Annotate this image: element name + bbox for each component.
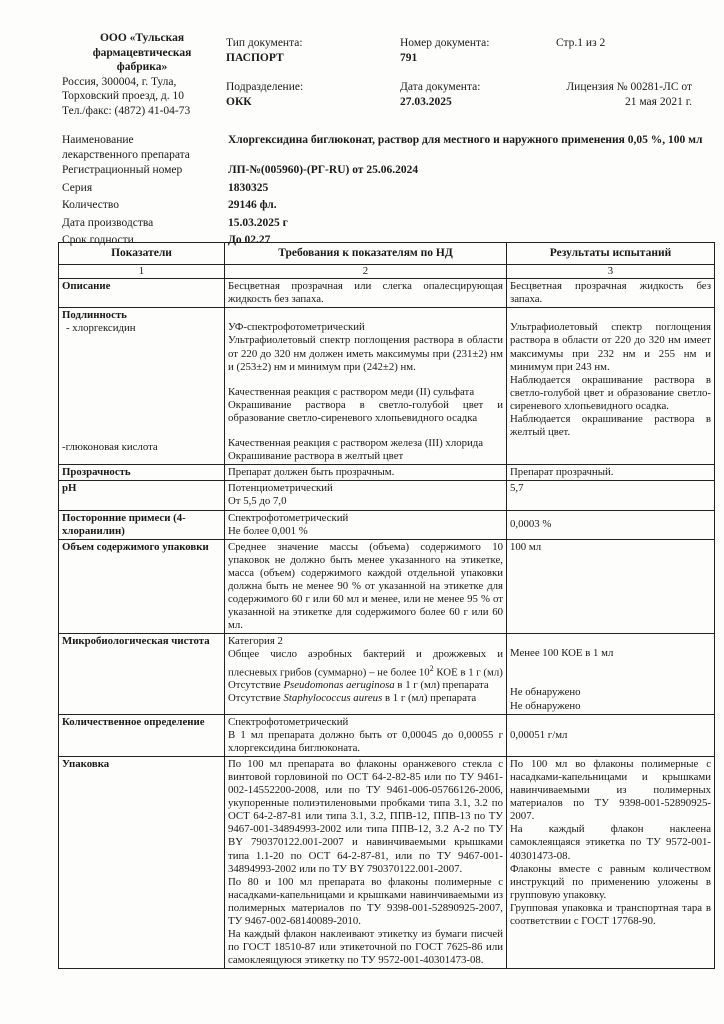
company-address-2: Торховский проезд, д. 10 bbox=[62, 90, 185, 102]
identity-sub-gluconic: -глюконовая кислота bbox=[62, 440, 158, 453]
license-line-1: Лицензия № 00281-ЛС от bbox=[566, 81, 692, 93]
identity-req-copper-result: Окрашивание раствора в светло-голубой цвет и образование светло-сиреневого хлопьевидного осадка bbox=[228, 398, 503, 424]
description-req: Бесцветная прозрачная или слегка опалесцирующая жидкость без запаха. bbox=[225, 279, 507, 308]
results-table bbox=[58, 242, 715, 969]
row-identity bbox=[59, 308, 715, 465]
clarity-res: Препарат прозрачный. bbox=[507, 465, 715, 481]
doc-number-block bbox=[400, 36, 489, 65]
micro-res-staphylococcus: Не обнаружено bbox=[510, 699, 581, 712]
company-phone: Тел./факс: (4872) 41-04-73 bbox=[62, 104, 191, 117]
reg-value: ЛП-№(005960)-(РГ-RU) от 25.06.2024 bbox=[228, 164, 419, 176]
description-res: Бесцветная прозрачная жидкость без запаха. bbox=[507, 279, 715, 308]
packaging-name: Упаковка bbox=[59, 756, 225, 969]
series-value: 1830325 bbox=[228, 181, 269, 194]
micro-req-staphylococcus: Отсутствие Staphylococcus aureus в 1 г (мл) препарата bbox=[228, 692, 477, 705]
micro-req-count: Общее число аэробных бактерий и дрожжевых и плесневых грибов (суммарно) – не более $10^2$ КОЕ в 1 г (мл) bbox=[228, 648, 503, 679]
prod-date-value: 15.03.2025 г bbox=[228, 216, 288, 229]
division-value: ОКК bbox=[226, 95, 252, 108]
ph-name: pH bbox=[59, 481, 225, 510]
header-results: Результаты испытаний bbox=[507, 243, 715, 265]
row-quant bbox=[59, 714, 715, 756]
volume-res: 100 мл bbox=[507, 539, 715, 634]
identity-res-iron: Наблюдается окрашивание раствора в желтый цвет. bbox=[510, 413, 711, 439]
table-number-row bbox=[59, 265, 715, 279]
volume-req: Среднее значение массы (объема) содержимого 10 упаковок не должно быть менее указанного на этикетке, масса (объем) содержимого каждой отдельной упаковки должна быть не менее 90 % от указанной на этикетке для содержимого 60 г или 60 мл и менее, или не менее 95 % от указанной на этикетке для содержимого более 60 г или 60 мл. bbox=[225, 539, 507, 634]
ph-res: 5,7 bbox=[507, 481, 715, 510]
impurities-req-method: Спектрофотометрический bbox=[228, 511, 349, 524]
micro-res-count: Менее 100 КОЕ в 1 мл bbox=[510, 647, 614, 660]
identity-req-iron-result: Окрашивание раствора в желтый цвет bbox=[228, 450, 404, 463]
doc-date-label: Дата документа: bbox=[400, 81, 481, 93]
doc-number-value: 791 bbox=[400, 51, 418, 64]
micro-res-pseudomonas: Не обнаружено bbox=[510, 686, 581, 699]
name-label-1: Наименование bbox=[62, 134, 134, 146]
ph-req-method: Потенциометрический bbox=[228, 482, 333, 495]
product-info bbox=[62, 133, 712, 248]
doc-type-block bbox=[226, 36, 303, 65]
doc-number-label: Номер документа: bbox=[400, 37, 490, 49]
ph-req-range: От 5,5 до 7,0 bbox=[228, 495, 287, 508]
row-packaging bbox=[59, 756, 715, 969]
impurities-req-limit: Не более 0,001 % bbox=[228, 524, 308, 537]
license-line-2: 21 мая 2021 г. bbox=[624, 95, 692, 108]
product-name: Хлоргексидина биглюконат, раствор для местного и наружного применения 0,05 %, 100 мл bbox=[228, 134, 703, 146]
header-requirements: Требования к показателям по НД bbox=[225, 243, 507, 265]
col-num-3: 3 bbox=[507, 265, 715, 279]
row-ph bbox=[59, 481, 715, 510]
row-volume bbox=[59, 539, 715, 634]
clarity-name: Прозрачность bbox=[59, 465, 225, 481]
col-num-1: 1 bbox=[59, 265, 225, 279]
row-description bbox=[59, 279, 715, 308]
packaging-res-group: Флаконы вместе с равным количеством инструкций по применению уложены в групповую упаковку. bbox=[510, 862, 711, 901]
micro-req-category: Категория 2 bbox=[228, 635, 283, 648]
company-name-1: ООО «Тульская bbox=[99, 32, 185, 44]
identity-res-copper: Наблюдается окрашивание раствора в светло-голубой цвет и образование светло-сиреневого хлопьевидного осадка. bbox=[510, 373, 711, 412]
company-block bbox=[62, 31, 222, 118]
prod-date-label: Дата производства bbox=[62, 216, 154, 229]
identity-res-uv: Ультрафиолетовый спектр поглощения раствора в области от 220 до 320 нм имеет максимумы при 232 нм и 255 нм и минимум при 243 нм. bbox=[510, 321, 711, 373]
identity-sub-chlorhexidine: - хлоргексидин bbox=[66, 322, 136, 335]
quant-name: Количественное определение bbox=[59, 714, 225, 756]
quant-req-method: Спектрофотометрический bbox=[228, 715, 349, 728]
division-block bbox=[226, 80, 303, 109]
packaging-req-glass: По 100 мл препарата во флаконы оранжевого стекла с винтовой горловиной по ОСТ 64-2-82-85 или по ТУ 9461-002-14552200-2008, или по ТУ 9461-006-05766126-2006, укупоренные полиэтиленовыми пробками типа 3.1, 3.2 по ОСТ 64-2-87-81 или типа 3.1, 3.2, ППВ-12, ППВ-13 по ТУ 9467-001-34894993-2002 или типа ППВ-12, 3.2 А-2 по ТУ BY 790370122.001-2007 и навинчиваемыми крышками типа 1.1-20 по ОСТ 64-2-87-81, или по ТУ 9467-001-34894993-2002 или по ТУ BY 790370122.001-2007. bbox=[228, 757, 503, 875]
page-number: Стр.1 из 2 bbox=[556, 37, 606, 49]
doc-date-block bbox=[400, 80, 480, 109]
description-name: Описание bbox=[59, 279, 225, 308]
impurities-name: Посторонние примеси (4-хлоранилин) bbox=[59, 510, 225, 539]
doc-date-value: 27.03.2025 bbox=[400, 95, 452, 108]
packaging-res-bottles: По 100 мл во флаконы полимерные с насадками-капельницами и крышками навинчиваемыми из полимерных материалов по ТУ 9398-001-52890925-2007. bbox=[510, 757, 711, 823]
header-indicators: Показатели bbox=[59, 243, 225, 265]
row-micro bbox=[59, 634, 715, 714]
identity-req-copper: Качественная реакция с раствором меди (II) сульфата bbox=[228, 385, 475, 398]
impurities-res: 0,0003 % bbox=[507, 510, 715, 539]
company-name-2: фармацевтическая bbox=[92, 46, 192, 59]
qty-value: 29146 фл. bbox=[228, 199, 277, 211]
identity-req-uv-title: УФ-спектрофотометрический bbox=[228, 321, 365, 334]
expiry-value: До 02.27 bbox=[228, 234, 271, 246]
company-name-3: фабрика» bbox=[116, 61, 168, 73]
row-clarity bbox=[59, 465, 715, 481]
identity-req-iron: Качественная реакция с раствором железа (III) хлорида bbox=[228, 437, 484, 450]
col-num-2: 2 bbox=[225, 265, 507, 279]
table-header-row bbox=[59, 243, 715, 265]
series-label: Серия bbox=[62, 181, 93, 194]
packaging-req-label: На каждый флакон наклеивают этикетку из бумаги писчей по ГОСТ 18510-87 или этикеточной по ГОСТ 7625-86 или самоклеящуюся этикетку по ТУ 9572-001-40301473-08. bbox=[228, 928, 503, 967]
reg-label: Регистрационный номер bbox=[62, 164, 183, 176]
quant-res: 0,00051 г/мл bbox=[507, 714, 715, 756]
expiry-label: Срок годности bbox=[62, 234, 134, 246]
company-address-1: Россия, 300004, г. Тула, bbox=[62, 75, 177, 88]
packaging-res-transport: Групповая упаковка и транспортная тара в соответствии с ГОСТ 17768-90. bbox=[510, 901, 711, 928]
doc-type-label: Тип документа: bbox=[226, 37, 303, 49]
quant-req-range: В 1 мл препарата должно быть от 0,00045 до 0,00055 г хлоргексидина биглюконата. bbox=[228, 728, 503, 754]
micro-req-pseudomonas: Отсутствие Pseudomonas aeruginosa в 1 г (мл) препарата bbox=[228, 679, 489, 692]
license-block bbox=[558, 80, 692, 109]
doc-type-value: ПАСПОРТ bbox=[226, 51, 284, 64]
identity-name: Подлинность bbox=[62, 309, 127, 322]
clarity-req: Препарат должен быть прозрачным. bbox=[225, 465, 507, 481]
micro-name: Микробиологическая чистота bbox=[59, 634, 225, 714]
name-label-2: лекарственного препарата bbox=[62, 148, 190, 161]
qty-label: Количество bbox=[62, 199, 119, 211]
division-label: Подразделение: bbox=[226, 81, 304, 93]
packaging-res-label: На каждый флакон наклеена самоклеящаяся этикетка по ТУ 9572-001-40301473-08. bbox=[510, 823, 711, 862]
volume-name: Объем содержимого упаковки bbox=[59, 539, 225, 634]
identity-req-uv: Ультрафиолетовый спектр поглощения раствора в области от 220 до 320 нм должен иметь максимумы при (231±2) нм и (253±2) нм и минимум при (242±2) нм. bbox=[228, 334, 503, 373]
packaging-req-polymer: По 80 и 100 мл препарата во флаконы полимерные с насадками-капельницами и крышками навинчиваемыми из полимерных материалов по ТУ 9398-001-52890925-2007, ТУ 9467-002-68140089-2010. bbox=[228, 875, 503, 928]
row-impurities bbox=[59, 510, 715, 539]
